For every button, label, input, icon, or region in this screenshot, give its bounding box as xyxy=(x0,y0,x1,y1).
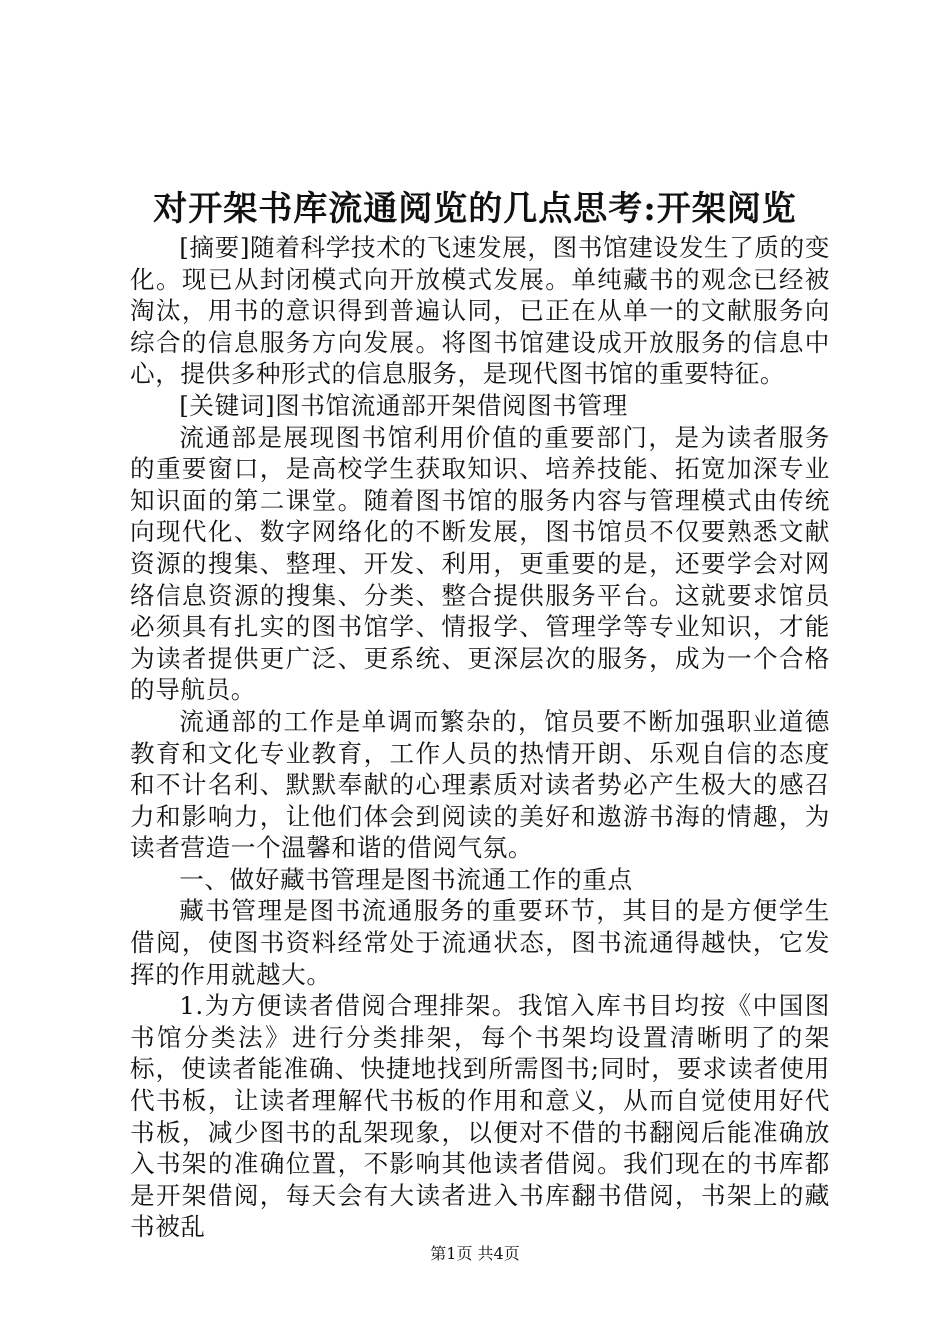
keywords-paragraph: [关键词]图书馆流通部开架借阅图书管理 xyxy=(179,390,628,420)
document-title: 对开架书库流通阅览的几点思考:开架阅览 xyxy=(153,189,797,229)
body-paragraph: 1.为方便读者借阅合理排架。我馆入库书目均按《中国图书馆分类法》进行分类排架，每个书架均设置清晰明了的架标，使读者能准确、快捷地找到所需图书;同时，要求读者使用代书板，让读者理解代书板的作用和意义，从而自觉使用好代书板，减少图书的乱架现象，以便对不借的书翻阅后能准确放入书架的准确位置，不影响其他读者借阅。我们现在的书库都是开架借阅，每天会有大读者进入书库翻书借阅，书架上的藏书被乱 xyxy=(130,991,830,1242)
body-paragraph: 流通部的工作是单调而繁杂的，馆员要不断加强职业道德教育和文化专业教育，工作人员的热情开朗、乐观自信的态度和不计名利、默默奉献的心理素质对读者势必产生极大的感召力和影响力，让他们体会到阅读的美好和遨游书海的情趣，为读者营造一个温馨和谐的借阅气氛。 xyxy=(130,706,830,863)
section-heading: 一、做好藏书管理是图书流通工作的重点 xyxy=(179,864,633,894)
body-paragraph: 藏书管理是图书流通服务的重要环节，其目的是方便学生借阅，使图书资料经常处于流通状态，图书流通得越快，它发挥的作用就越大。 xyxy=(130,896,830,989)
body-paragraph: 流通部是展现图书馆利用价值的重要部门，是为读者服务的重要窗口，是高校学生获取知识、培养技能、拓宽加深专业知识面的第二课堂。随着图书馆的服务内容与管理模式由传统向现代化、数字网络化的不断发展，图书馆员不仅要熟悉文献资源的搜集、整理、开发、利用，更重要的是，还要学会对网络信息资源的搜集、分类、整合提供服务平台。这就要求馆员必须具有扎实的图书馆学、情报学、管理学等专业知识，才能为读者提供更广泛、更系统、更深层次的服务，成为一个合格的导航员。 xyxy=(130,422,830,705)
page-footer: 第1页 共4页 xyxy=(430,1244,520,1263)
document-body xyxy=(130,232,830,1243)
abstract-paragraph: [摘要]随着科学技术的飞速发展，图书馆建设发生了质的变化。现已从封闭模式向开放模式发展。单纯藏书的观念已经被淘汰，用书的意识得到普遍认同，已正在从单一的文献服务向综合的信息服务方向发展。将图书馆建设成开放服务的信息中心，提供多种形式的信息服务，是现代图书馆的重要特征。 xyxy=(130,233,830,389)
